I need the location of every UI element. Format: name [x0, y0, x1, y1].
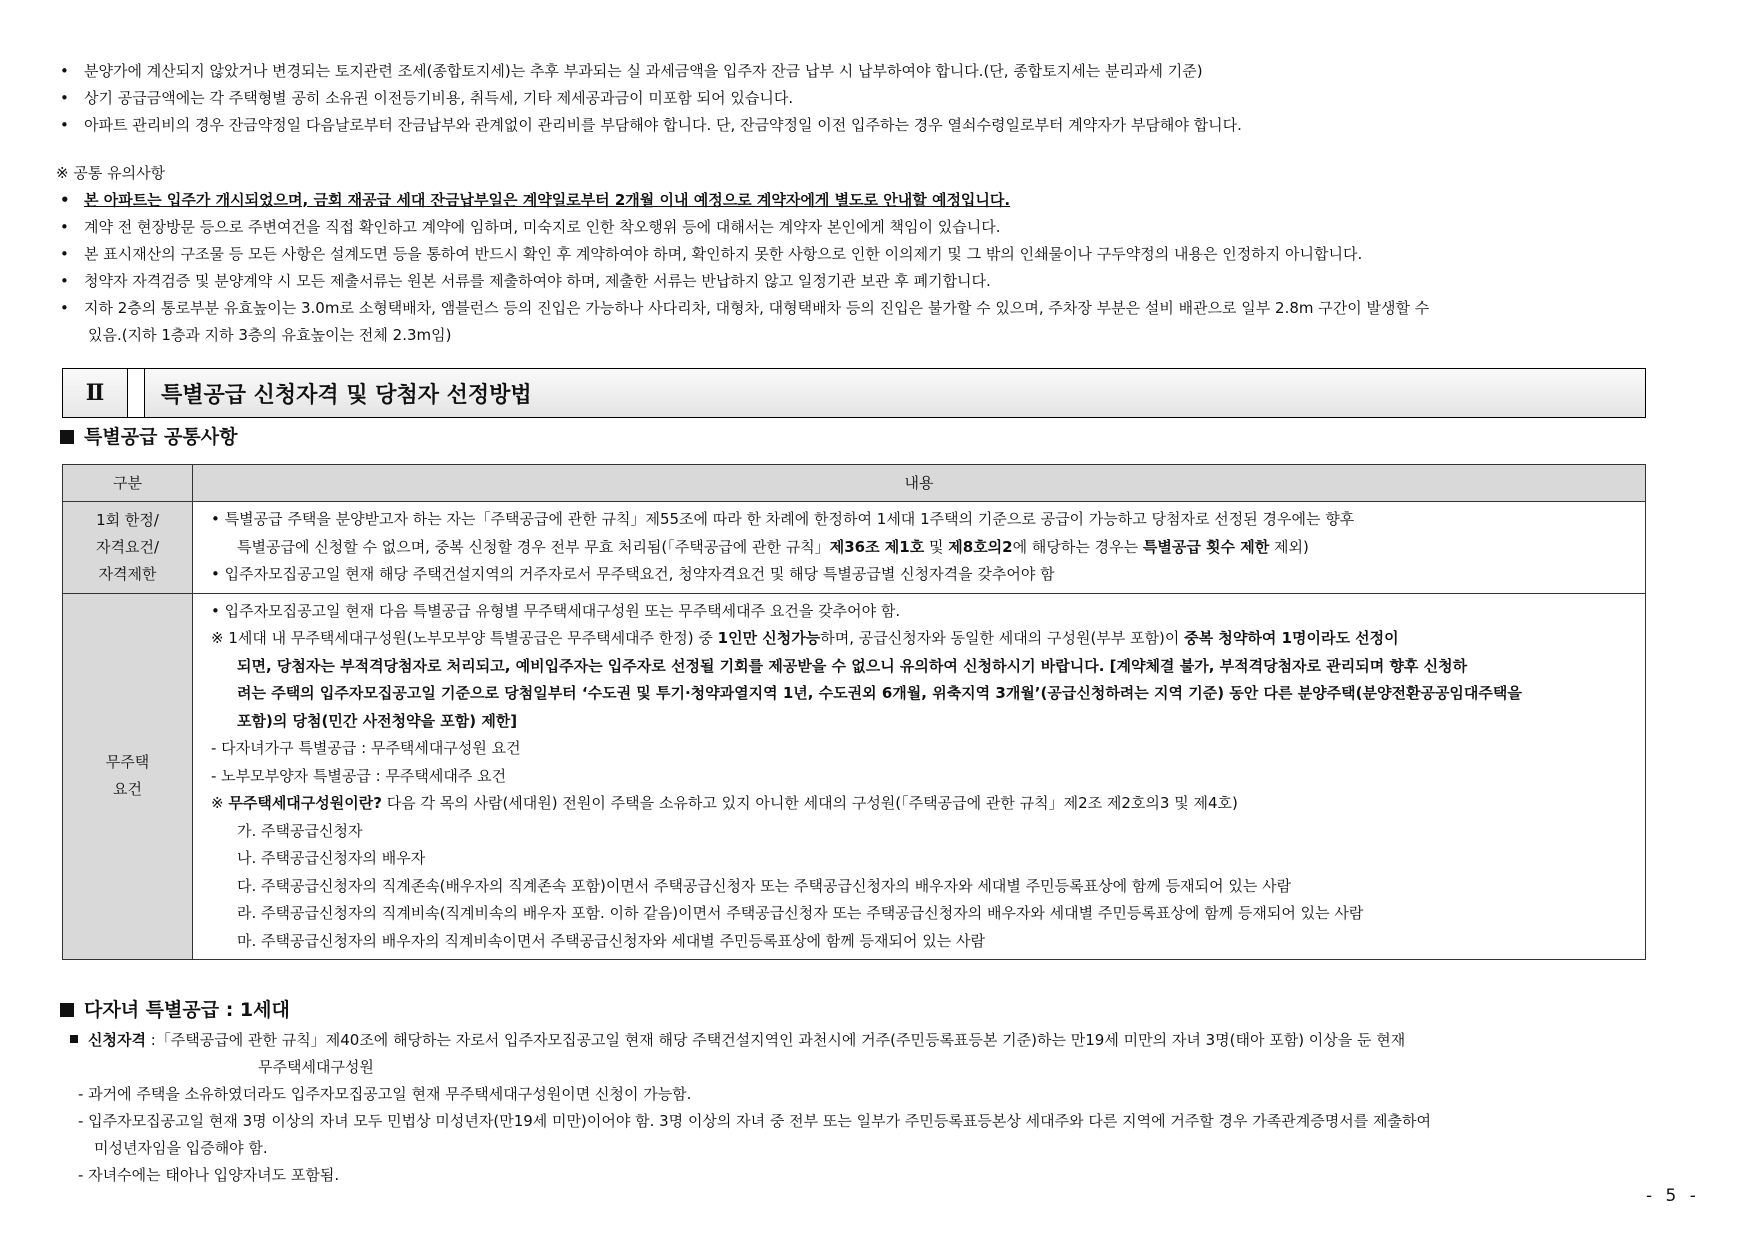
list-item: 라. 주택공급신청자의 직계비속(직계비속의 배우자 포함. 이하 같음)이면서 주택공급신청자 또는 주택공급신청자의 배우자와 세대별 주민등록표상에 함께 등재되어 있는 사람 [237, 904, 1364, 922]
section-divider [128, 369, 145, 417]
table-header-content: 내용 [193, 465, 1646, 502]
row-label: 무주택 요건 [63, 593, 193, 960]
section-title: 특별공급 신청자격 및 당첨자 선정방법 [145, 369, 1645, 417]
subsection-heading: 특별공급 공통사항 [60, 422, 237, 452]
square-bullet-icon [60, 430, 74, 444]
bullet-item: • 계약 전 현장방문 등으로 주변여건을 직접 확인하고 계약에 임하며, 미숙지로 인한 착오행위 등에 대해서는 계약자 본인에게 책임이 있습니다. [60, 218, 1001, 236]
table-row [63, 593, 1646, 960]
notice-heading: ※ 공통 유의사항 [56, 164, 166, 182]
bold-notice: 본 아파트는 입주가 개시되었으며, 금회 재공급 세대 잔금납부일은 계약일로부터 2개월 이내 예정으로 계약자에게 별도로 안내할 예정입니다. [84, 191, 1011, 209]
bullet-continuation: 있음.(지하 1층과 지하 3층의 유효높이는 전체 2.3m임) [88, 326, 452, 344]
subsection-heading: 다자녀 특별공급 : 1세대 [60, 995, 290, 1025]
table-header-category: 구분 [63, 465, 193, 502]
small-square-bullet-icon [70, 1035, 78, 1043]
page-number: - 5 - [1646, 1186, 1700, 1206]
list-item: 마. 주택공급신청자의 배우자의 직계비속이면서 주택공급신청자와 세대별 주민등록표상에 함께 등재되어 있는 사람 [237, 931, 985, 950]
common-notice [56, 160, 1716, 349]
bullet-item: • 상기 공급금액에는 각 주택형별 공히 소유권 이전등기비용, 취득세, 기타 제세공과금이 미포함 되어 있습니다. [60, 89, 794, 107]
list-item: 나. 주택공급신청자의 배우자 [237, 849, 426, 867]
section-header [62, 368, 1646, 418]
row-label: 1회 한정/ 자격요건/ 자격제한 [63, 502, 193, 594]
top-bullet-list [56, 58, 1716, 139]
bullet-item: • 본 표시재산의 구조물 등 모든 사항은 설계도면 등을 통하여 반드시 확인 후 계약하여야 하며, 확인하지 못한 사항으로 인한 이의제기 및 그 밖의 인쇄물이나 구두약정의 내용은 인정하지 아니합니다. [60, 245, 1363, 263]
square-bullet-icon [60, 1003, 74, 1017]
bullet-item: • 지하 2층의 통로부분 유효높이는 3.0m로 소형택배차, 앰블런스 등의 진입은 가능하나 사다리차, 대형차, 대형택배차 등의 진입은 불가할 수 있으며, 주차장 부분은 설비 배관으로 일부 2.8m 구간이 발생할 수 [60, 299, 1430, 317]
table-header-row [63, 465, 1646, 502]
row-content: • 입주자모집공고일 현재 다음 특별공급 유형별 무주택세대구성원 또는 무주택세대주 요건을 갖추어야 함. ※ 1세대 내 무주택세대구성원(노부모부양 특별공급은 무주택세대주 한정) 중 1인만 신청가능하며, 공급신청자와 동일한 세대의 구성원(부부 포함)이 중복 청약하여 1명이라도 선정이 되면, 당첨자는 부적격당첨자로 처리되고, 예비입주자는 입주자로 선정될 기회를 제공받을 수 없으니 유의하여 신청하시기 바랍니다. [계약체결 불가, 부적격당첨자로 관리되며 향후 신청하 려는 주택의 입주자모집공고일 기준으로 당첨일부터 ‘수도권 및 투기·청약과열지역 1년, 수도권외 6개월, 위축지역 3개월’(공급신청하려는 지역 기준) 동안 다른 분양주택(분양전환공공임대주택을 포함)의 당첨(민간 사전청약을 포함) 제한] - 다자녀가구 특별공급 : 무주택세대구성원 요건 - 노부모부양자 특별공급 : 무주택세대주 요건 ※ 무주택세대구성원이란? 다음 각 목의 사람(세대원) 전원이 주택을 소유하고 있지 아니한 세대의 구성원(「주택공급에 관한 규칙」제2조 제2호의3 및 제4호) 가. 주택공급신청자 나. 주택공급신청자의 배우자 다. 주택공급신청자의 직계존속(배우자의 직계존속 포함)이면서 주택공급신청자 또는 주택공급신청자의 배우자와 세대별 주민등록표상에 함께 등재되어 있는 사람 라. 주택공급신청자의 직계비속(직계비속의 배우자 포함. 이하 같음)이면서 주택공급신청자 또는 주택공급신청자의 배우자와 세대별 주민등록표상에 함께 등재되어 있는 사람 마. 주택공급신청자의 배우자의 직계비속이면서 주택공급신청자와 세대별 주민등록표상에 함께 등재되어 있는 사람 [193, 593, 1646, 960]
common-requirements-table [62, 464, 1646, 960]
bullet-item: • 본 아파트는 입주가 개시되었으며, 금회 재공급 세대 잔금납부일은 계약일로부터 2개월 이내 예정으로 계약자에게 별도로 안내할 예정입니다. [60, 191, 1011, 209]
bullet-item: • 아파트 관리비의 경우 잔금약정일 다음날로부터 잔금납부와 관계없이 관리비를 부담해야 합니다. 단, 잔금약정일 이전 입주하는 경우 열쇠수령일로부터 계약자가 부담해야 합니다. [60, 116, 1242, 134]
section-number: Ⅱ [63, 369, 128, 417]
list-item: 다. 주택공급신청자의 직계존속(배우자의 직계존속 포함)이면서 주택공급신청자 또는 주택공급신청자의 배우자와 세대별 주민등록표상에 함께 등재되어 있는 사람 [237, 876, 1292, 895]
table-row [63, 502, 1646, 594]
list-item: 가. 주택공급신청자 [237, 821, 363, 840]
multi-child-details: 신청자격 :「주택공급에 관한 규칙」제40조에 해당하는 자로서 입주자모집공고일 현재 해당 주택건설지역인 과천시에 거주(주민등록표등본 기준)하는 만19세 미만의 자녀 3명(태아 포함) 이상을 둔 현재 무주택세대구성원 - 과거에 주택을 소유하였더라도 입주자모집공고일 현재 무주택세대구성원이면 신청이 가능함. - 입주자모집공고일 현재 3명 이상의 자녀 모두 민법상 미성년자(만19세 미만)이어야 함. 3명 이상의 자녀 중 전부 또는 일부가 주민등록표등본상 세대주와 다른 지역에 거주할 경우 가족관계증명서를 제출하여 미성년자임을 입증해야 함. - 자녀수에는 태아나 입양자녀도 포함됨. [70, 1027, 1710, 1189]
bullet-item: • 청약자 자격검증 및 분양계약 시 모든 제출서류는 원본 서류를 제출하여야 하며, 제출한 서류는 반납하지 않고 일정기관 보관 후 폐기합니다. [60, 272, 991, 290]
row-content: • 특별공급 주택을 분양받고자 하는 자는「주택공급에 관한 규칙」제55조에 따라 한 차례에 한정하여 1세대 1주택의 기준으로 공급이 가능하고 당첨자로 선정된 경우에는 향후 특별공급에 신청할 수 없으며, 중복 신청할 경우 전부 무효 처리됨(「주택공급에 관한 규칙」제36조 제1호 및 제8호의2에 해당하는 경우는 특별공급 횟수 제한 제외) • 입주자모집공고일 현재 해당 주택건설지역의 거주자로서 무주택요건, 청약자격요건 및 해당 특별공급별 신청자격을 갖추어야 함 [193, 502, 1646, 594]
bullet-item: • 분양가에 계산되지 않았거나 변경되는 토지관련 조세(종합토지세)는 추후 부과되는 실 과세금액을 입주자 잔금 납부 시 납부하여야 합니다.(단, 종합토지세는 분리과세 기준) [60, 62, 1203, 80]
